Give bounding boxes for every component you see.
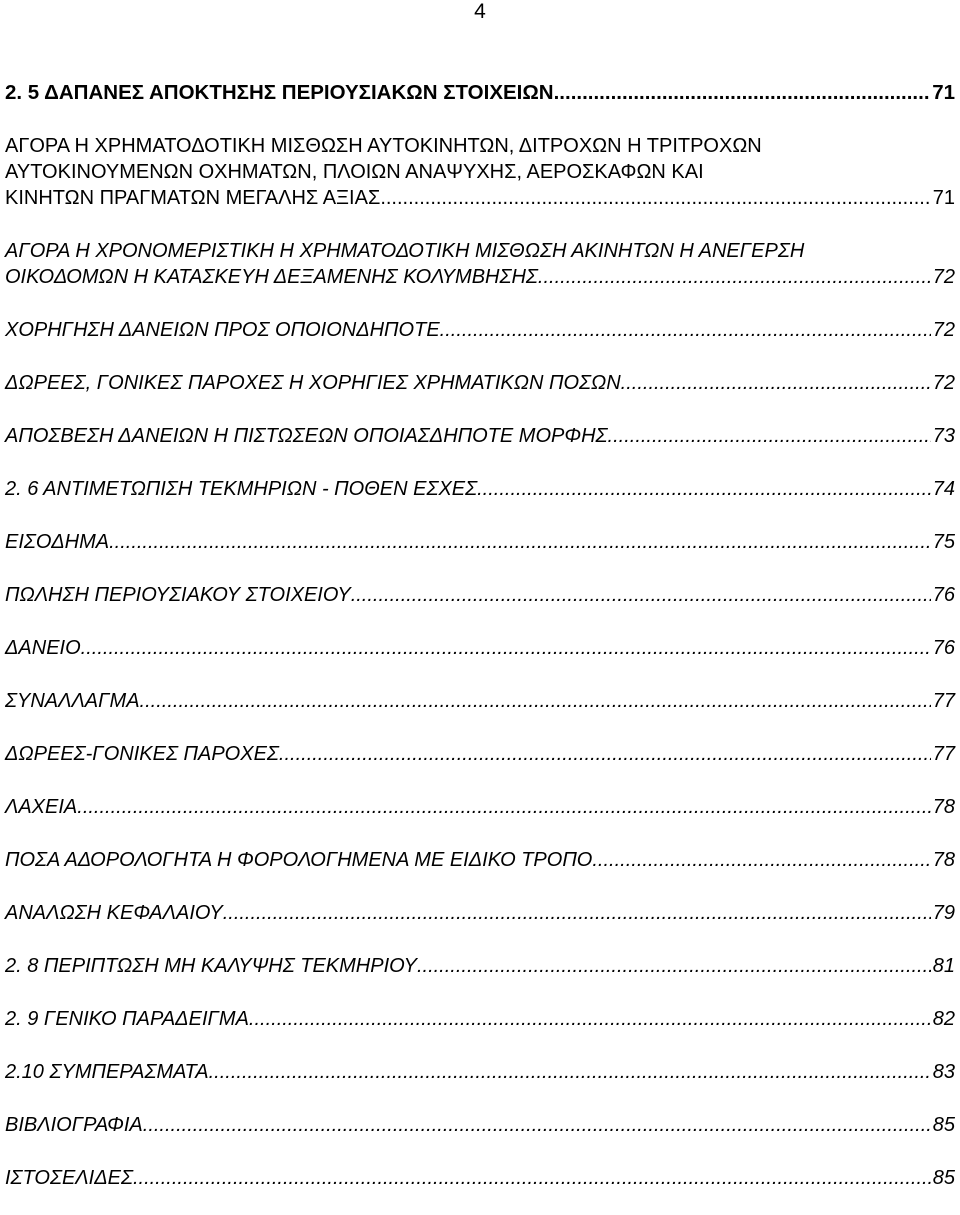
toc-entry[interactable]	[5, 1112, 955, 1138]
toc-entry-line	[5, 635, 955, 661]
toc-leader-dots	[223, 900, 931, 926]
toc-page-number: 72	[932, 372, 955, 394]
toc-entry-title: ΧΟΡΗΓΗΣΗ ΔΑΝΕΙΩΝ ΠΡΟΣ ΟΠΟΙΟΝΔΗΠΟΤΕ	[5, 319, 440, 341]
toc-entry-title: ΔΩΡΕΕΣ, ΓΟΝΙΚΕΣ ΠΑΡΟΧΕΣ Η ΧΟΡΗΓΙΕΣ ΧΡΗΜΑΤΙΚΩΝ ΠΟΣΩΝ	[5, 372, 621, 394]
toc-entry-title: ΛΑΧΕΙΑ	[5, 796, 78, 818]
toc-page-number: 71	[932, 187, 955, 209]
toc-entry-title: 2. 9 ΓΕΝΙΚΟ ΠΑΡΑΔΕΙΓΜΑ	[5, 1008, 249, 1030]
toc-entry[interactable]	[5, 635, 955, 661]
toc-leader-dots	[608, 423, 931, 449]
toc-entry[interactable]	[5, 1059, 955, 1085]
toc-entry-title: ΠΟΣΑ ΑΔΟΡΟΛΟΓΗΤΑ Η ΦΟΡΟΛΟΓΗΜΕΝΑ ΜΕ ΕΙΔΙΚΟ ΤΡΟΠΟ	[5, 849, 593, 871]
toc-entry-title: ΣΥΝΑΛΛΑΓΜΑ	[5, 690, 140, 712]
toc-entry-line	[5, 1165, 955, 1191]
page-number: 4	[474, 0, 486, 23]
toc-page-number: 71	[932, 81, 955, 104]
toc-entry-title: ΠΩΛΗΣΗ ΠΕΡΙΟΥΣΙΑΚΟΥ ΣΤΟΙΧΕΙΟΥ	[5, 584, 351, 606]
toc-entry[interactable]	[5, 476, 955, 502]
toc-entry-title: 2.10 ΣΥΜΠΕΡΑΣΜΑΤΑ	[5, 1061, 209, 1083]
toc-entry[interactable]	[5, 80, 955, 106]
toc-entry-line	[5, 370, 955, 396]
toc-entry-title: ΑΠΟΣΒΕΣΗ ΔΑΝΕΙΩΝ Η ΠΙΣΤΩΣΕΩΝ ΟΠΟΙΑΣΔΗΠΟΤΕ ΜΟΡΦΗΣ	[5, 425, 608, 447]
toc-entry-line	[5, 847, 955, 873]
toc-entry[interactable]	[5, 847, 955, 873]
toc-leader-dots	[140, 688, 931, 714]
toc-entry[interactable]	[5, 1006, 955, 1032]
toc-page-number: 77	[932, 690, 955, 712]
toc-page-number: 77	[932, 743, 955, 765]
toc-page-number: 85	[932, 1167, 955, 1189]
toc-entry[interactable]	[5, 900, 955, 926]
toc-entry-line	[5, 423, 955, 449]
toc-leader-dots	[477, 476, 931, 502]
toc-entry[interactable]	[5, 688, 955, 714]
toc-leader-dots	[81, 635, 931, 661]
toc-entry-line	[5, 238, 955, 264]
toc-entry-line	[5, 794, 955, 820]
toc-entry-title: ΙΣΤΟΣΕΛΙΔΕΣ	[5, 1167, 133, 1189]
toc-page-number: 85	[932, 1114, 955, 1136]
toc-leader-dots	[380, 185, 930, 211]
toc-entry[interactable]	[5, 370, 955, 396]
toc-page-number: 83	[932, 1061, 955, 1083]
toc-entry-title: ΕΙΣΟΔΗΜΑ	[5, 531, 110, 553]
toc-entry-line	[5, 80, 955, 106]
toc-entry-title: ΒΙΒΛΙΟΓΡΑΦΙΑ	[5, 1114, 143, 1136]
toc-entry-line	[5, 1112, 955, 1138]
toc-leader-dots	[554, 80, 931, 106]
toc-leader-dots	[351, 582, 931, 608]
toc-entry-title: ΑΓΟΡΑ Η ΧΡΗΜΑΤΟΔΟΤΙΚΗ ΜΙΣΘΩΣΗ ΑΥΤΟΚΙΝΗΤΩΝ, ΔΙΤΡΟΧΩΝ Η ΤΡΙΤΡΟΧΩΝ	[5, 135, 762, 157]
toc-page-number: 72	[932, 266, 955, 288]
toc-entry-title: ΔΑΝΕΙΟ	[5, 637, 81, 659]
toc-entry-title: ΑΥΤΟΚΙΝΟΥΜΕΝΩΝ ΟΧΗΜΑΤΩΝ, ΠΛΟΙΩΝ ΑΝΑΨΥΧΗΣ, ΑΕΡΟΣΚΑΦΩΝ ΚΑΙ	[5, 161, 704, 183]
toc-page-number: 76	[932, 637, 955, 659]
toc-entry-line	[5, 1006, 955, 1032]
toc-entry-line	[5, 264, 955, 290]
toc-leader-dots	[249, 1006, 931, 1032]
toc-leader-dots	[538, 264, 931, 290]
toc-entry[interactable]	[5, 953, 955, 979]
toc-entry-title: 2. 6 ΑΝΤΙΜΕΤΩΠΙΣΗ ΤΕΚΜΗΡΙΩΝ - ΠΟΘΕΝ ΕΣΧΕΣ	[5, 478, 478, 500]
toc-entry-line	[5, 900, 955, 926]
toc-entry-line	[5, 159, 955, 185]
toc-entry-title: 2. 5 ΔΑΠΑΝΕΣ ΑΠΟΚΤΗΣΗΣ ΠΕΡΙΟΥΣΙΑΚΩΝ ΣΤΟΙΧΕΙΩΝ	[5, 81, 554, 104]
toc-leader-dots	[209, 1059, 931, 1085]
toc-entry-title: ΚΙΝΗΤΩΝ ΠΡΑΓΜΑΤΩΝ ΜΕΓΑΛΗΣ ΑΞΙΑΣ	[5, 187, 381, 209]
toc-entry[interactable]	[5, 1165, 955, 1191]
toc-leader-dots	[279, 741, 931, 767]
toc-entry-line	[5, 688, 955, 714]
toc-entry-title: ΑΝΑΛΩΣΗ ΚΕΦΑΛΑΙΟΥ	[5, 902, 223, 924]
toc-entry[interactable]	[5, 423, 955, 449]
toc-page-number: 76	[932, 584, 955, 606]
toc-page-number: 72	[932, 319, 955, 341]
toc-entry[interactable]	[5, 317, 955, 343]
toc-page-number: 79	[932, 902, 955, 924]
toc-leader-dots	[440, 317, 931, 343]
toc-leader-dots	[143, 1112, 931, 1138]
toc-leader-dots	[133, 1165, 931, 1191]
toc-entry-title: ΟΙΚΟΔΟΜΩΝ Η ΚΑΤΑΣΚΕΥΗ ΔΕΞΑΜΕΝΗΣ ΚΟΛΥΜΒΗΣΗΣ	[5, 266, 538, 288]
toc-leader-dots	[417, 953, 931, 979]
toc-page-number: 75	[932, 531, 955, 553]
toc-entry[interactable]	[5, 238, 955, 290]
toc-entry-line	[5, 582, 955, 608]
toc-entry[interactable]	[5, 582, 955, 608]
toc-page-number: 74	[932, 478, 955, 500]
toc-leader-dots	[592, 847, 930, 873]
toc-entry[interactable]	[5, 741, 955, 767]
toc-page-number: 81	[932, 955, 955, 977]
toc-entry-line	[5, 1059, 955, 1085]
toc-entry-line	[5, 133, 955, 159]
toc-entry-line	[5, 476, 955, 502]
toc-leader-dots	[621, 370, 931, 396]
toc-page-number: 78	[932, 849, 955, 871]
toc-entry-title: 2. 8 ΠΕΡΙΠΤΩΣΗ ΜΗ ΚΑΛΥΨΗΣ ΤΕΚΜΗΡΙΟΥ	[5, 955, 417, 977]
toc-entry[interactable]	[5, 794, 955, 820]
toc-entry[interactable]	[5, 133, 955, 211]
toc-entry-title: ΑΓΟΡΑ Η ΧΡΟΝΟΜΕΡΙΣΤΙΚΗ Η ΧΡΗΜΑΤΟΔΟΤΙΚΗ ΜΙΣΘΩΣΗ ΑΚΙΝΗΤΩΝ Η ΑΝΕΓΕΡΣΗ	[5, 240, 805, 262]
toc-page-number: 73	[932, 425, 955, 447]
toc-entry-line	[5, 317, 955, 343]
toc-entry-title: ΔΩΡΕΕΣ-ΓΟΝΙΚΕΣ ΠΑΡΟΧΕΣ	[5, 743, 279, 765]
toc-page-number: 82	[932, 1008, 955, 1030]
toc-entry-line	[5, 185, 955, 211]
toc-leader-dots	[109, 529, 931, 555]
toc-leader-dots	[77, 794, 930, 820]
toc-page-number: 78	[932, 796, 955, 818]
toc-entry[interactable]	[5, 529, 955, 555]
toc-entry-line	[5, 741, 955, 767]
toc-entry-line	[5, 529, 955, 555]
toc-entry-line	[5, 953, 955, 979]
